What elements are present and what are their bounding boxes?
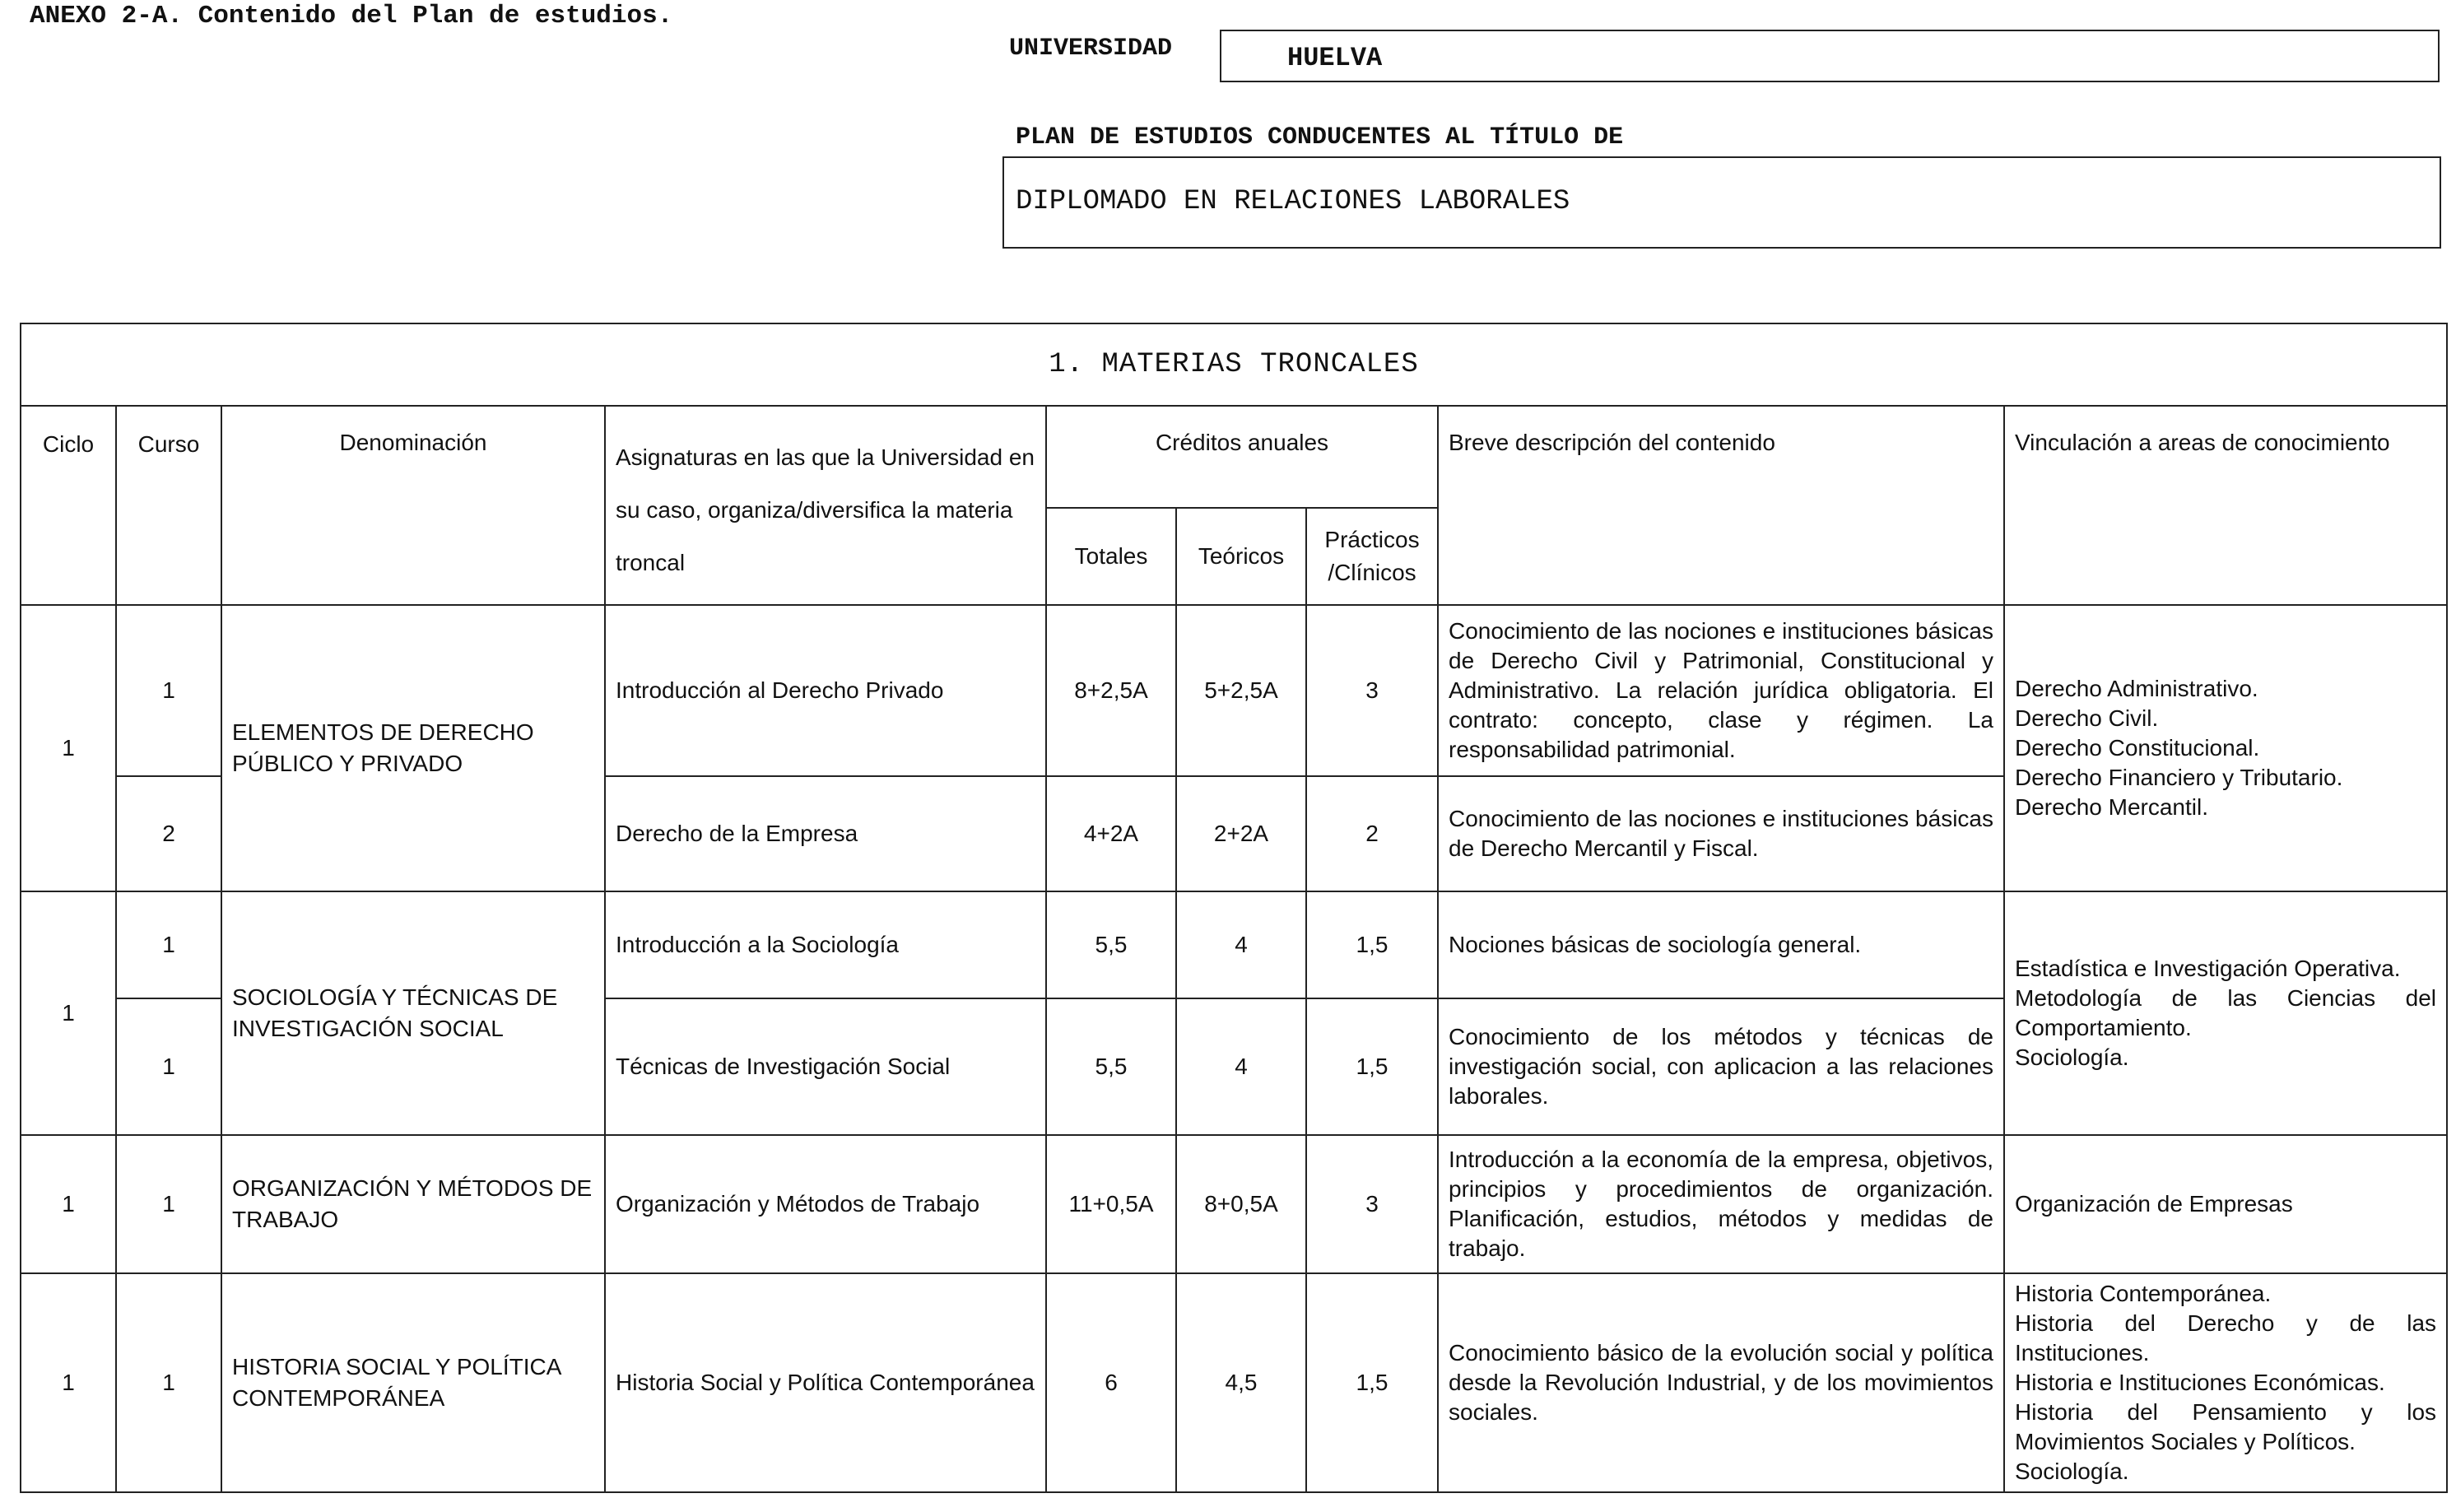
- asignatura-cell: Introducción a la Sociología: [605, 891, 1046, 998]
- plan-label: PLAN DE ESTUDIOS CONDUCENTES AL TÍTULO DE: [1016, 123, 1624, 151]
- teoricos-cell: 2+2A: [1176, 776, 1306, 891]
- area-item: Derecho Administrativo.: [2015, 676, 2258, 701]
- totales-cell: 6: [1046, 1273, 1176, 1492]
- area-item: Sociología.: [2015, 1044, 2129, 1070]
- table-row: [21, 1273, 2447, 1492]
- degree-title-box: [1002, 156, 2441, 249]
- header-asignaturas: Asignaturas en las que la Universidad en su caso, organiza/diversifica la materia troncal: [605, 406, 1046, 605]
- teoricos-cell: 4,5: [1176, 1273, 1306, 1492]
- denominacion-cell: ELEMENTOS DE DERECHO PÚBLICO Y PRIVADO: [221, 605, 605, 891]
- section-title: 1. MATERIAS TRONCALES: [21, 323, 2447, 406]
- area-item: Historia del Derecho y de las Instituciones.: [2015, 1310, 2437, 1365]
- teoricos-cell: 4: [1176, 891, 1306, 998]
- ciclo-cell: 1: [21, 1273, 116, 1492]
- practicos-cell: 1,5: [1306, 891, 1438, 998]
- materias-table: [20, 323, 2448, 1493]
- practicos-cell: 3: [1306, 1135, 1438, 1273]
- curso-cell: 1: [116, 1273, 221, 1492]
- header-ciclo: Ciclo: [21, 406, 116, 605]
- curso-cell: 1: [116, 1135, 221, 1273]
- ciclo-cell: 1: [21, 1135, 116, 1273]
- area-item: Sociología.: [2015, 1458, 2129, 1484]
- ciclo-cell: 1: [21, 605, 116, 891]
- vinculacion-cell: [2004, 605, 2447, 891]
- practicos-cell: 2: [1306, 776, 1438, 891]
- header-teoricos: Teóricos: [1176, 508, 1306, 605]
- asignatura-cell: Técnicas de Investigación Social: [605, 998, 1046, 1135]
- header-denominacion: Denominación: [221, 406, 605, 605]
- descripcion-cell: Introducción a la economía de la empresa, objetivos, principios y procedimientos de organización. Planificación, estudios, métodos y medidas de trabajo.: [1438, 1135, 2004, 1273]
- totales-cell: 5,5: [1046, 998, 1176, 1135]
- practicos-cell: 1,5: [1306, 998, 1438, 1135]
- vinculacion-cell: [2004, 1135, 2447, 1273]
- asignatura-cell: Organización y Métodos de Trabajo: [605, 1135, 1046, 1273]
- teoricos-cell: 8+0,5A: [1176, 1135, 1306, 1273]
- ciclo-cell: 1: [21, 891, 116, 1135]
- curso-cell: 1: [116, 891, 221, 998]
- asignatura-cell: Historia Social y Política Contemporánea: [605, 1273, 1046, 1492]
- practicos-cell: 3: [1306, 605, 1438, 776]
- area-item: Estadística e Investigación Operativa.: [2015, 956, 2401, 981]
- denominacion-cell: ORGANIZACIÓN Y MÉTODOS DE TRABAJO: [221, 1135, 605, 1273]
- table-row: [21, 1135, 2447, 1273]
- descripcion-cell: Conocimiento de las nociones e instituciones básicas de Derecho Civil y Patrimonial, Constitucional y Administrativo. La relación jurídica obligatoria. El contrato: concepto, clase y régimen. La responsabilidad patrimonial.: [1438, 605, 2004, 776]
- curso-cell: 1: [116, 605, 221, 776]
- university-box: [1220, 30, 2440, 82]
- teoricos-cell: 4: [1176, 998, 1306, 1135]
- area-item: Historia Contemporánea.: [2015, 1281, 2272, 1306]
- area-item: Metodología de las Ciencias del Comportamiento.: [2015, 985, 2437, 1040]
- header-creditos: Créditos anuales: [1046, 406, 1438, 508]
- denominacion-cell: HISTORIA SOCIAL Y POLÍTICA CONTEMPORÁNEA: [221, 1273, 605, 1492]
- area-item: Organización de Empresas: [2015, 1191, 2293, 1217]
- totales-cell: 8+2,5A: [1046, 605, 1176, 776]
- vinculacion-cell: [2004, 891, 2447, 1135]
- totales-cell: 5,5: [1046, 891, 1176, 998]
- descripcion-cell: Conocimiento básico de la evolución social y política desde la Revolución Industrial, y de los movimientos sociales.: [1438, 1273, 2004, 1492]
- area-item: Derecho Constitucional.: [2015, 735, 2260, 761]
- area-item: Historia del Pensamiento y los Movimientos Sociales y Políticos.: [2015, 1399, 2437, 1454]
- denominacion-cell: SOCIOLOGÍA Y TÉCNICAS DE INVESTIGACIÓN SOCIAL: [221, 891, 605, 1135]
- area-item: Derecho Mercantil.: [2015, 794, 2208, 820]
- area-item: Historia e Instituciones Económicas.: [2015, 1370, 2385, 1395]
- vinculacion-cell: [2004, 1273, 2447, 1492]
- descripcion-cell: Conocimiento de los métodos y técnicas de investigación social, con aplicacion a las relaciones laborales.: [1438, 998, 2004, 1135]
- asignatura-cell: Introducción al Derecho Privado: [605, 605, 1046, 776]
- degree-title: DIPLOMADO EN RELACIONES LABORALES: [1016, 186, 1570, 217]
- university-label: UNIVERSIDAD: [1009, 35, 1173, 63]
- descripcion-cell: Nociones básicas de sociología general.: [1438, 891, 2004, 998]
- annex-title: ANEXO 2-A. Contenido del Plan de estudios.: [30, 2, 673, 30]
- header-practicos: Prácticos /Clínicos: [1306, 508, 1438, 605]
- totales-cell: 11+0,5A: [1046, 1135, 1176, 1273]
- descripcion-cell: Conocimiento de las nociones e instituciones básicas de Derecho Mercantil y Fiscal.: [1438, 776, 2004, 891]
- header-curso: Curso: [116, 406, 221, 605]
- teoricos-cell: 5+2,5A: [1176, 605, 1306, 776]
- area-item: Derecho Civil.: [2015, 705, 2159, 731]
- university-value: HUELVA: [1287, 43, 1383, 73]
- table-row: [21, 891, 2447, 998]
- curso-cell: 2: [116, 776, 221, 891]
- totales-cell: 4+2A: [1046, 776, 1176, 891]
- asignatura-cell: Derecho de la Empresa: [605, 776, 1046, 891]
- header-totales: Totales: [1046, 508, 1176, 605]
- practicos-cell: 1,5: [1306, 1273, 1438, 1492]
- header-vinculacion: Vinculación a areas de conocimiento: [2004, 406, 2447, 605]
- header-descripcion: Breve descripción del contenido: [1438, 406, 2004, 605]
- area-item: Derecho Financiero y Tributario.: [2015, 765, 2343, 790]
- table-row: [21, 605, 2447, 776]
- curso-cell: 1: [116, 998, 221, 1135]
